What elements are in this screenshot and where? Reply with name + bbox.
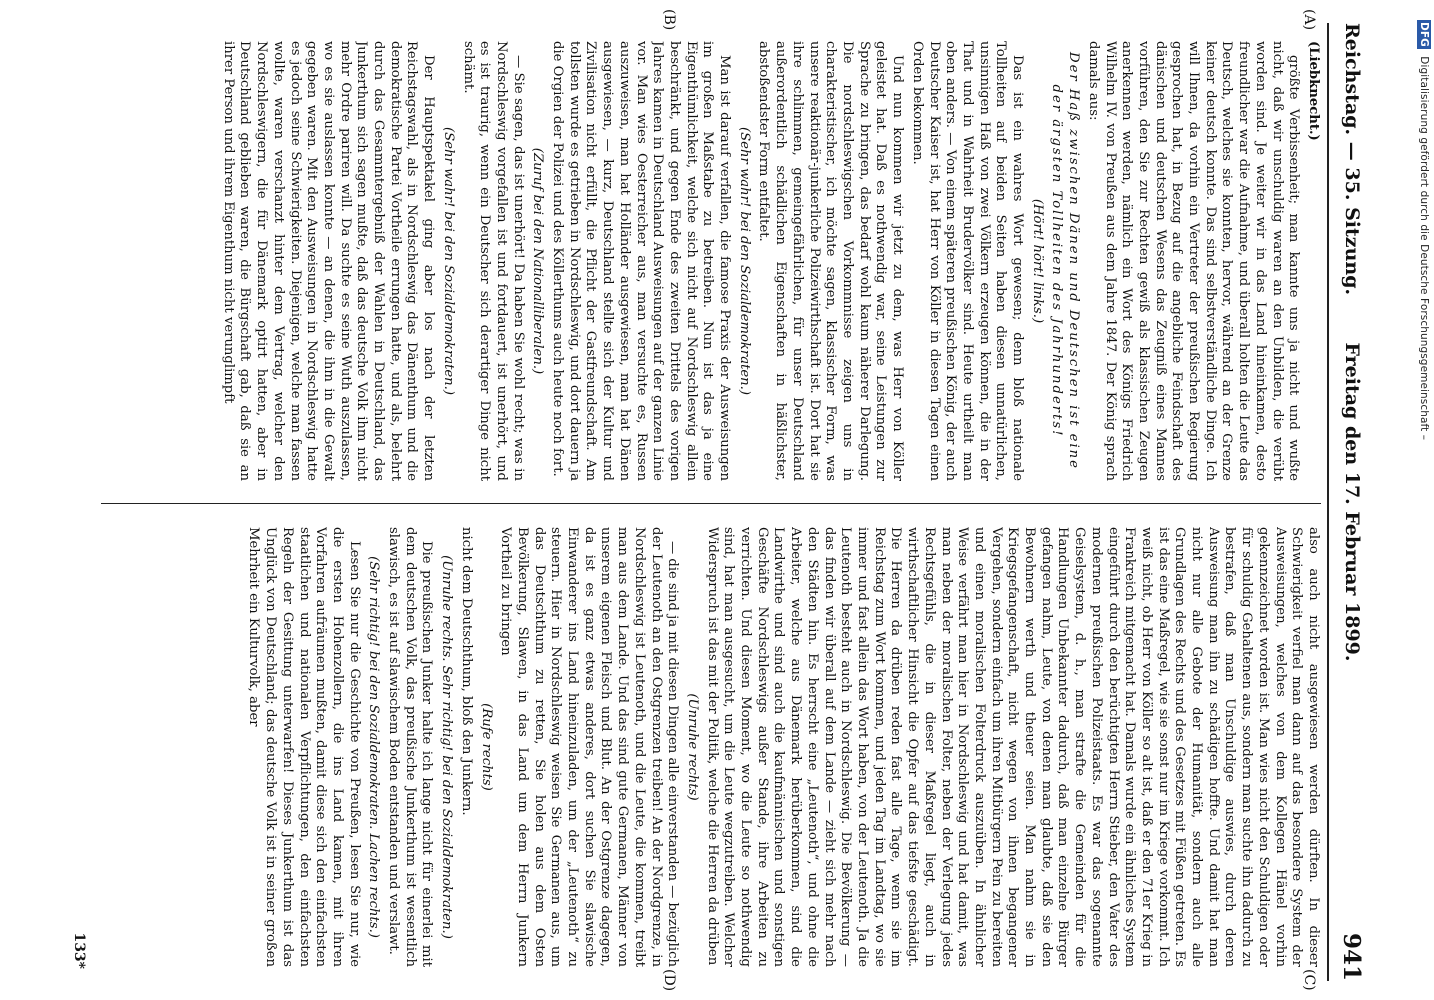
paragraph: also auch nicht ausgewiesen werden dürften. In dieser Schwierigkeit verfiel man dann auf das besondere System der Ausweisungen, welches von dem Kollegen Hänel vorhin gekennzeichnet worden ist. Man wies nicht den Schuldigen oder für schuldig Gehaltenen aus, sondern man suchte ihn dadurch zu bestrafen, daß man Unschuldige auswies, durch deren Ausweisung man ihn zu schädigen hoffte. Und damit hat man nicht nur alle Gebote der Humanität, sondern auch alle Grundlagen des Rechts und des Gesetzes mit Füßen getreten. Es ist das eine Maßregel, wie sie sonst nur im Kriege vorkommt. Ich weiß nicht, ob Herr von Köller so alt ist, daß er den 71er Krieg in Frankreich mitgemacht hat. Damals wurde ein ähnliches System eingeführt durch den berüchtigten Herrn Stieber, den Vater des modernen preußischen Polizeistaats. Es war das sogenannte Geiselsystem, d. h., man strafte die Gemeinden für die Handlungen Unbekannter dadurch, daß man einzelne Bürger gefangen nahm, Leute, von denen man glaubte, daß sie den Bewohnern werth und theuer seien. Man nahm sie in Kriegsgefangenschaft, nicht wegen von ihnen begangener Vergehen, sondern einfach um ihren Mitbürgern Pein zu bereiten und einen moralischen Folterdruck auszuüben. In ähnlicher Weise verfährt man hier in Nordschleswig und hat damit, was man neben der moralischen Folter, neben der Verlegung jedes Rechtsgefühls, die in dieser Maßregel liegt, auch in wirthschaftlicher Hinsicht die Opfer auf das tiefste geschädigt. Die Herren da drüben reden fast alle Tage, wenn sie im Reichstag zum Wort kommen, und jeden Tag im Landtag, wo sie immer und fast allein das Wort haben, von der Leutenoth. Ja die Leutenoth besteht auch in Nordschleswig. Die Bevölkerung — das finden wir überall auf dem Lande — zieht sich mehr nach den Städten hin. Es herrscht eine „Leutenoth“, und ohne die Arbeiter, welche aus Dänemark herüberkommen, sind die Landwirthe und sind auch die kaufmännischen und sonstigen Geschäfte Nordschleswigs außer Stande, ihre Arbeiten zu verrichten. Und diesen Moment, wo die Leute so nothwendig sind, hat man ausgesucht, um die Leute wegzutreiben. Welcher Widerspruch ist das mit der Politik, welche die Herren da drüben (704, 527, 1321, 967)
page-number: 941 (1338, 932, 1365, 981)
interjection: (Unruhe rechts) (684, 693, 700, 801)
margin-marker-b: (B) (661, 9, 677, 31)
paragraph: — Sie sagen, das ist unerhört! Da haben Sie wohl recht; was in Nordschleswig vorgefallen ist und fortdauert, ist unerhört, und es ist traurig, wenn ein Deutscher sich derartiger Dinge nicht schämt. (460, 41, 526, 481)
left-column (101, 41, 1321, 481)
quote: Der Haß zwischen Dänen und Deutschen ist eine der ärgsten Tollheiten des Jahrhunderts! (1049, 52, 1082, 470)
right-column (101, 527, 1321, 967)
credit-text: Digitalisierung gefördert durch die Deutsche Forschungsgemeinschaft – (1418, 56, 1430, 441)
paragraph: Die preußischen Junker halte ich lange nicht für einerlei mit dem deutschen Volk, das preußische Junkerthum ist wesentlich slawisch, es ist auf slawischem Boden entstanden und verslawt. (386, 527, 435, 967)
paragraph: Der Hauptspektakel ging aber los nach der letzten Reichstagswahl, als in Nordschleswig das Dänenthum und die demokratische Partei Vortheile errungen hatte, und als, belehrt durch das Gesammtergebniß der Wahlen in Deutschland, das Junkerthum sich sagen mußte, daß das deutsche Volk ihm nicht mehr Ordre pariren will. Da suchte es seine Wuth auszulassen, wo es sie auslassen konnte — an denen, die ihm in die Gewalt gegeben waren. Mit den Ausweisungen in Nordschleswig hatte es jedoch seine Schwierigkeiten. Diejenigen, welche man fassen wollte, waren verschanzt hinter dem Vertrag, welcher den Nordschleswigern, die für Dänemark optirt hatten, aber in Deutschland geblieben waren, die Bürgschaft gab, daß sie an ihrer Person und ihrem Eigenthum nicht verunglimpft (220, 41, 437, 481)
paragraph: Lesen Sie nur die Geschichte von Preußen, lesen Sie nur, wie die ersten Hohenzollern, die ins Land kamen, mit ihren Vorfahren aufräumen mußten, damit diese sich den einfachsten staatlichen und nationalen Verpflichtungen, den einfachsten Regeln der Gesittung unterwarfen! Dieses Junkerthum ist das Unglück von Deutschland; das deutsche Volk ist in seiner großen Mehrheit ein Kulturvolk, aber (246, 527, 362, 967)
margin-marker-d: (D) (661, 969, 677, 992)
interjection: (Unruhe rechts. Sehr richtig! bei den Sozialdemokraten.) (439, 555, 455, 939)
interjection: (Sehr wahr! bei den Sozialdemokraten.) (440, 127, 456, 395)
header-date: Freitag den 17. Februar 1899. (1341, 342, 1363, 662)
paragraph: Man ist darauf verfallen, die famose Praxis der Ausweisungen im großen Maßstabe zu betreiben. Nun ist das ja eine Eigenthümlichkeit, welche sich nicht auf Nordschleswig allein beschränkt, und gegen Ende des zweiten Drittels des vorigen Jahres kamen in Deutschland Ausweisungen auf der ganzen Linie vor. Man wies Oesterreicher aus, man versuchte es, Russen auszuweisen, man hat Holländer ausgewiesen, man hat Dänen ausgewiesen, — kurz, Deutschland stellte sich der Kultur und Zivilisation nicht erfüllt, die Pflicht der Gastfreundschaft. Am tollsten wurde es getrieben in Nordschleswig, und dort dauern ja die Orgien der Polizei und des Köllerthums auch heute noch fort. (550, 41, 733, 481)
page-header (1327, 23, 1369, 981)
dfg-logo: DFG (1418, 22, 1430, 47)
paragraph: — die sind ja mit diesen Dingen alle einverstanden — bezüglich der Leutenoth an den Ostgrenzen treiben! An der Nordgrenze, in Nordschleswig ist Leutenoth, und die Leute, die kommen, treibt man aus dem Lande. Und das sind gute Germanen, Männer von unserem eigenen Fleisch und Blut. An der Ostgrenze dagegen, da ist es ganz etwas anderes, dort suchen Sie slawische Einwanderer ins Land hineinzuladen, um der „Leutenoth“ zu steuern. Hier in Nordschleswig weisen Sie Germanen aus, um das Deutschthum zu retten, Sie holen aus dem Osten Bevölkerung, Slawen, in das Land um dem Herrn Junkern Vortheil zu bringen (498, 527, 681, 967)
paragraph: Das ist ein wahres Wort gewesen; denn bloß nationale Tollheiten auf beiden Seiten haben diesen unnatürlichen, unsinnigen Haß von zwei Völkern erzeugen können, die in der That und in Wahrheit Brudervölker sind. Heute urtheilt man oben anders. — Von einem späteren preußischen König, der auch Deutscher Kaiser ist, hat Herr von Köller in diesen Tagen einen Orden bekommen. (909, 41, 1026, 481)
interjection: (Hört! hört! links.) (1029, 198, 1045, 324)
margin-marker-c: (C) (1301, 969, 1317, 991)
paragraph: Und nun kommen wir jetzt zu dem, was Herr von Köller geleistet hat. Daß es nothwendig war, seine Leistungen zur Sprache zu bringen, das bedarf wohl kaum näherer Darlegung. Die nordschleswigschen Vorkommnisse zeigen uns in charakteristischer, ich möchte sagen, klassischer Form, was unsere reaktionär-junkerliche Polizeiwirthschaft ist. Dort hat sie ihre schlimmen, gemeingefährlichen, für unser Deutschland außerordentlich schädlichen Eigenschaften in häßlichster, abstoßendster Form entfaltet. (756, 41, 906, 481)
interjection: (Zuruf bei den Nationalliberalen.) (530, 147, 546, 375)
speaker-name: (Liebknecht.) (1306, 41, 1321, 141)
interjection: (Sehr richtig! bei den Sozialdemokraten. Lachen rechts.) (366, 556, 382, 938)
column-divider (101, 503, 1321, 504)
interjection: (Sehr wahr! bei den Sozialdemokraten.) (736, 127, 752, 395)
paragraph: nicht dem Deutschthum, bloß den Junkern. (458, 527, 474, 816)
digitization-credit (1418, 20, 1430, 440)
paragraph: größte Verbissenheit; man kannte uns ja nicht und wußte nicht, daß wir unschuldig waren an den Unbilden, die verübt worden sind. Je weiter wir in das Land hineinkamen, desto freundlicher war die Aufnahme, und überall holten die Leute das Deutsch, welches sie konnten, hervor, während an der Grenze keiner deutsch konnte. Das sind selbstverständliche Dinge. Ich will Ihnen, da vorhin ein Vertreter der preußischen Regierung gesprochen hat, in Bezug auf die angebliche Feindschaft des dänischen und deutschen Wesens das Zeugniß eines Mannes vorführen, den Sie zur Rechten gewiß als klassischen Zeugen anerkennen werden, nämlich ein Wort des Königs Friedrich Wilhelm IV. von Preußen aus dem Jahre 1847. Der König sprach damals aus: (1085, 41, 1302, 481)
header-left: Reichstag. — 35. Sitzung. (1341, 23, 1363, 296)
margin-marker-a: (A) (1301, 9, 1317, 31)
interjection: (Rufe rechts) (478, 703, 494, 791)
rotated-newspaper-page (57, 5, 1377, 995)
page-reference: 133* (71, 932, 87, 969)
